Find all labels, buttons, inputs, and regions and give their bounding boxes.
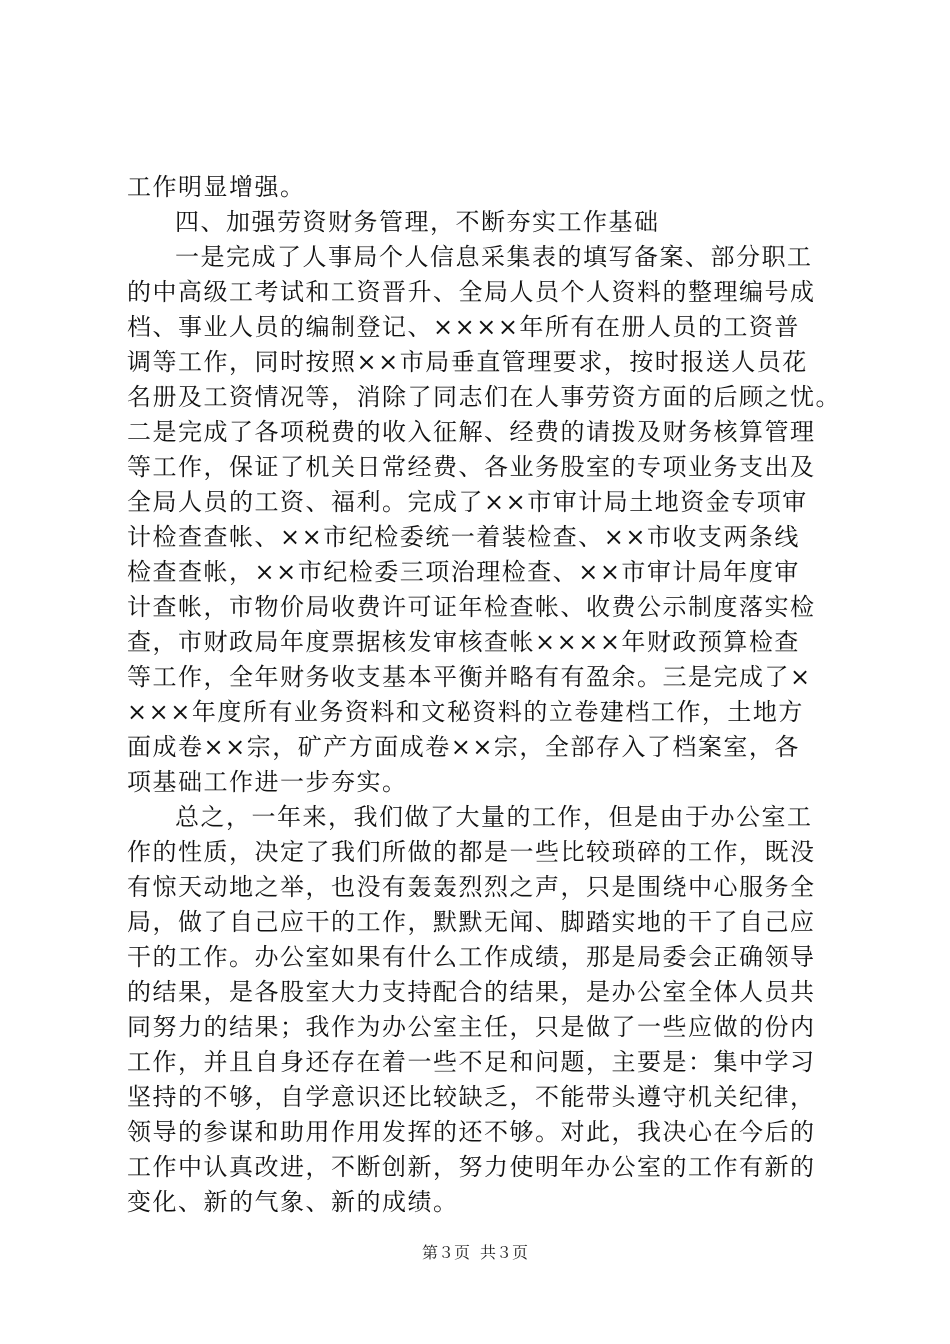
text-line: 二是完成了各项税费的收入征解、经费的请拨及财务核算管理	[127, 418, 816, 446]
text-line: 一是完成了人事局个人信息采集表的填写备案、部分职工	[175, 243, 813, 271]
text-line: 等工作，保证了机关日常经费、各业务股室的专项业务支出及	[127, 453, 816, 481]
text-line: 计查帐，市物价局收费许可证年检查帐、收费公示制度落实检	[127, 593, 816, 621]
page-footer	[0, 1242, 950, 1264]
text-line: 等工作，全年财务收支基本平衡并略有有盈余。三是完成了×	[127, 663, 812, 691]
page-number: 第３页	[421, 1243, 470, 1262]
text-line: 查，市财政局年度票据核发审核查帐××××年财政预算检查	[127, 628, 800, 656]
text-line: 的中高级工考试和工资晋升、全局人员个人资料的整理编号成	[127, 278, 816, 306]
text-line: 干的工作。办公室如果有什么工作成绩，那是局委会正确领导	[127, 943, 816, 971]
text-line: 工作中认真改进，不断创新，努力使明年办公室的工作有新的	[127, 1153, 816, 1181]
text-line: 作的性质，决定了我们所做的都是一些比较琐碎的工作，既没	[127, 838, 816, 866]
page-total: 共３页	[480, 1243, 529, 1262]
text-line: 工作明显增强。	[127, 173, 306, 201]
text-line: 变化、新的气象、新的成绩。	[127, 1188, 459, 1216]
document-body	[127, 170, 841, 1220]
text-line: 局，做了自己应干的工作，默默无闻、脚踏实地的干了自己应	[127, 908, 816, 936]
text-line: 调等工作，同时按照××市局垂直管理要求，按时报送人员花	[127, 348, 808, 376]
text-line: 计检查查帐、××市纪检委统一着装检查、××市收支两条线	[127, 523, 800, 551]
text-line: ×××年度所有业务资料和文秘资料的立卷建档工作，土地方	[127, 698, 804, 726]
text-line: 四、加强劳资财务管理，不断夯实工作基础	[175, 208, 660, 236]
text-line: 项基础工作进一步夯实。	[127, 768, 408, 796]
text-line: 领导的参谋和助用作用发挥的还不够。对此，我决心在今后的	[127, 1118, 816, 1146]
text-line: 面成卷××宗，矿产方面成卷××宗，全部存入了档案室，各	[127, 733, 800, 761]
text-line: 档、事业人员的编制登记、××××年所有在册人员的工资普	[127, 313, 800, 341]
text-line: 的结果，是各股室大力支持配合的结果，是办公室全体人员共	[127, 978, 816, 1006]
text-line: 名册及工资情况等，消除了同志们在人事劳资方面的后顾之忧。	[127, 383, 841, 411]
text-line: 全局人员的工资、福利。完成了××市审计局土地资金专项审	[127, 488, 808, 516]
text-line: 同努力的结果；我作为办公室主任，只是做了一些应做的份内	[127, 1013, 816, 1041]
text-line: 有惊天动地之举，也没有轰轰烈烈之声，只是围绕中心服务全	[127, 873, 816, 901]
text-line: 坚持的不够，自学意识还比较缺乏，不能带头遵守机关纪律，	[127, 1083, 816, 1111]
text-line: 工作，并且自身还存在着一些不足和问题，主要是：集中学习	[127, 1048, 816, 1076]
text-line: 总之，一年来，我们做了大量的工作，但是由于办公室工	[175, 803, 813, 831]
text-line: 检查查帐，××市纪检委三项治理检查、××市审计局年度审	[127, 558, 800, 586]
